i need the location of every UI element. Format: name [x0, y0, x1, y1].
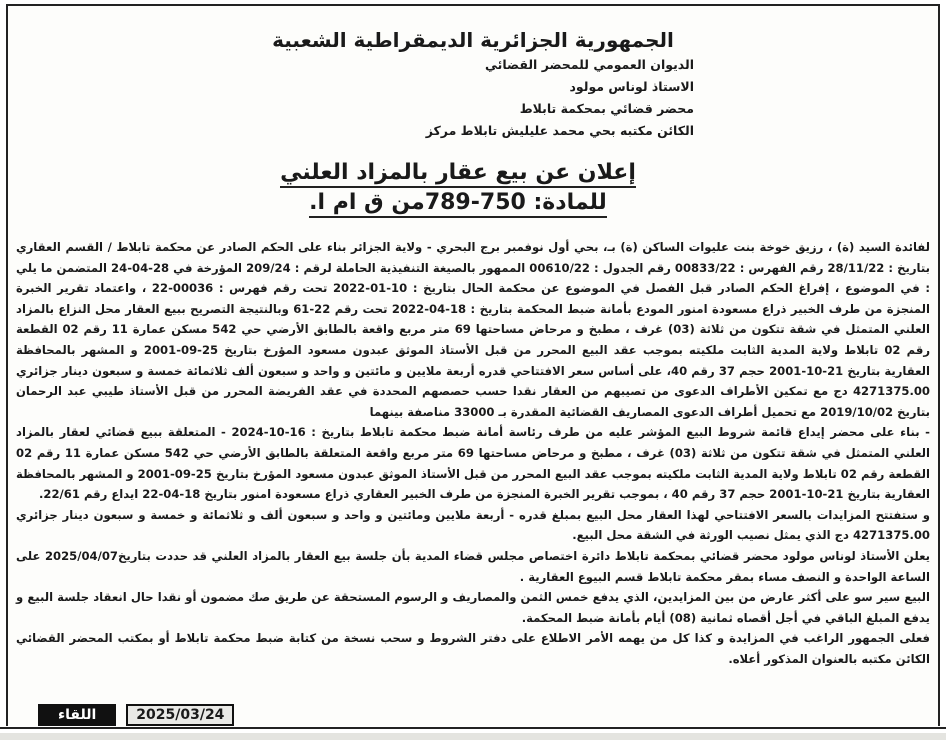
bottom-divider: [0, 727, 946, 729]
paragraph-payment: البيع سير سو على أكثر عارض من بين المزايدين، الذي يدفع خمس الثمن والمصاريف و الرسوم المستحقة عن طريق صك مضمون أو نقدا حال انعقاد جلسة البيع و يدفع المبلغ الباقي في أجل أقصاه ثمانية (08) أيام بأمانة ضبط المحكمة.: [16, 590, 930, 625]
bailiff-info: [426, 54, 694, 142]
court-line: محضر قضائي بمحكمة تابلاط: [519, 101, 694, 116]
title-line-2: للمادة: 750-789من ق ام ا.: [248, 188, 668, 218]
office-line: الديوان العمومي للمحضر القضائي: [485, 57, 694, 72]
paragraph-judgment: لفائدة السيد (ة) ، رزيق خوخة بنت عليوات الساكن (ة) بـ، بحي أول نوفمبر برج البحري - ولاية الجزائر بناء على الحكم الصادر عن محكمة تابلاط / القسم العقاري بتاريخ : 28/11/22 رقم الفهرس : 00833/22 رقم الجدول : 00610/22 الممهور بالصيغة التنفيذية الحاملة لرقم : 209/24 المؤرخة في 28-04-24 المتضمن ما يلي : في الموضوع ، إفراغ الحكم الصادر قبل الفصل في الموضوع عن محكمة الحال بتاريخ : 10-01-2022 تحت رقم فهرس : 00036-22 ، واعتماد تقرير الخبرة المنجزة من طرف الخبير ذراع مسعودة امنور المودع بأمانة ضبط المحكمة بتاريخ : 18-04-2022 تحت رقم 22-61 وبالنتيجة التصريح ببيع العقار محل النزاع بالمزاد العلني المتمثل في شقة تتكون من ثلاثة (03) غرف ، مطبخ و مرحاض مساحتها 69 متر مربع واقعة بالطابق الأرضي حي 542 مسكن عمارة 11 رقم 02 القطعة رقم 02 تابلاط ولاية المدية الثابت ملكيته بموجب عقد البيع المحرر من قبل الأستاذ الموثق عبدون مسعود المؤرخ بتاريخ 25-09-2001 و المشهر بالمحافظة العقارية بتاريخ 21-10-2001 حجم 37 رقم 40، على أساس سعر الافتتاحي قدره أربعة ملايين و مائتين و واحد و سبعون ألف ثلاثمائة خمسة و سبعون دينار جزائري 4271375.00 دج مع تمكين الأطراف الدعوى من تصيبهم من العقار نقدا حسب حصصهم المحددة في عقد الفريضة المحرر من قبل الأستاذ طيبي عبد الرحمان بتاريخ 2019/10/02 مع تحميل أطراف الدعوى المصاريف القضائية المقدرة بـ 33000 مناصفة بينهما: [16, 240, 931, 419]
title-line-1: إعلان عن بيع عقار بالمزاد العلني: [248, 158, 668, 188]
announcement-title: [248, 158, 668, 218]
publication-footer: [38, 704, 234, 726]
paragraph-auction-date: يعلن الأستاذ لوناس مولود محضر قضائي بمحكمة تابلاط دائرة اختصاص مجلس قضاء المدية بأن جلسة بيع العقار بالمزاد العلني قد حددت بتاريخ2025/04/07 على الساعة الواحدة و النصف مساء بمقر محكمة تابلاط قسم البيوع العقارية .: [16, 548, 930, 584]
republic-heading: الجمهورية الجزائرية الديمقراطية الشعبية: [272, 28, 674, 52]
paragraph-conditions: - بناء على محضر إيداع قائمة شروط البيع المؤشر عليه من طرف رئاسة أمانة ضبط محكمة تابلاط بتاريخ : 16-10-2024 - المتعلقة ببيع قضائي لعقار بالمزاد العلني المتمثل في شقة تتكون من ثلاثة (03) غرف ، مطبخ و مرحاض مساحتها 69 متر مربع واقعة المتعلقة بالطابق الأرضي حي 542 مسكن عمارة 11 رقم 02 القطعة رقم 02 تابلاط ولاية المدية الثابت ملكيته بموجب عقد البيع المحرر من قبل الأستاذ الموثق عبدون مسعود المؤرخ بتاريخ 25-09-2001 و المشهر بالمحافظة العقارية بتاريخ 21-10-2001 حجم 37 رقم 40 ، بموجب تقرير الخبرة المنجزة من طرف الخبير العقاري ذراع مسعودة امنور بتاريخ 18-04-22 ايداع رقم 22/61.: [16, 425, 930, 502]
publication-date: 2025/03/24: [126, 704, 234, 726]
bottom-strip: [0, 733, 946, 740]
address-line: الكائن مكتبه بحي محمد عليليش تابلاط مركز: [425, 123, 694, 138]
bailiff-name: الاستاذ لوناس مولود: [569, 79, 694, 94]
newspaper-tag: اللقاء: [38, 704, 116, 726]
paragraph-notice: فعلى الجمهور الراغب في المزايدة و كذا كل من يهمه الأمر الاطلاع على دفتر الشروط و سحب نسخة من كتابة ضبط محكمة تابلاط أو بمكتب المحضر القضائي الكائن مكتبه بالعنوان المذكور أعلاه.: [16, 631, 930, 666]
announcement-sheet: [6, 4, 940, 726]
paragraph-opening-price: و ستفتتح المزايدات بالسعر الافتتاحي لهذا العقار محل البيع بمبلغ قدره - أربعة ملايين ومائتين و واحد و سبعون ألف و ثلاثمائة و خمسة و سبعون دينار جزائري 4271375.00 دج الذي يمثل نصيب الورثة في الشقة محل البيع.: [16, 507, 930, 543]
announcement-body: [16, 237, 930, 669]
